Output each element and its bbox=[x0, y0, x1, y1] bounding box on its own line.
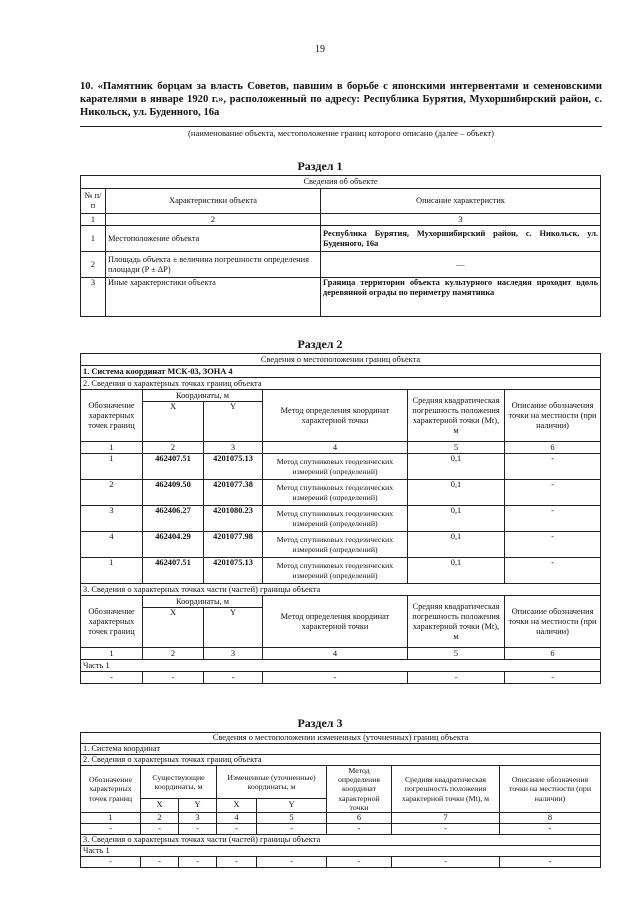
row-number: 1 bbox=[81, 226, 106, 252]
section3-idx: 3 bbox=[179, 813, 217, 824]
empty-cell: - bbox=[500, 824, 601, 835]
point-method: Метод спутниковых геодезических измерений (определений) bbox=[263, 506, 408, 532]
col-point: Обозначение характерных точек границ bbox=[81, 390, 143, 442]
point-mt: 0,1 bbox=[408, 532, 505, 558]
col-method: Метод определения координат характерной точки bbox=[263, 390, 408, 442]
characteristic-cell: Местоположение объекта bbox=[106, 226, 321, 252]
page-number: 19 bbox=[315, 44, 325, 55]
section3-idx: 6 bbox=[327, 813, 392, 824]
point-x: 462406.27 bbox=[143, 506, 204, 532]
section2-idx: 3 bbox=[204, 648, 263, 660]
section2-idx: 4 bbox=[263, 442, 408, 454]
table-row bbox=[81, 454, 601, 480]
col-x: X bbox=[217, 798, 257, 812]
point-method: Метод спутниковых геодезических измерений (определений) bbox=[263, 454, 408, 480]
point-mt: 0,1 bbox=[408, 558, 505, 584]
table-row bbox=[81, 558, 601, 584]
object-title-note: (наименование объекта, местоположение границ которого описано (далее – объект) bbox=[80, 126, 602, 138]
col-error: Средняя квадратическая погрешность положения характерной точки (Mt), м bbox=[408, 596, 505, 648]
empty-cell: - bbox=[141, 857, 179, 868]
section1-idx: 2 bbox=[106, 214, 321, 226]
col-y: Y bbox=[257, 798, 327, 812]
section2-idx: 5 bbox=[408, 648, 505, 660]
col-error: Средняя квадратическая погрешность положения характерной точки (Mt), м bbox=[392, 766, 500, 813]
col-desc: Описание обозначения точки на местности (при наличии) bbox=[505, 390, 601, 442]
section3-idx: 1 bbox=[81, 813, 141, 824]
col-coords: Координаты, м bbox=[143, 390, 263, 402]
table-row bbox=[81, 857, 601, 868]
col-x: X bbox=[143, 402, 204, 442]
table-row bbox=[81, 532, 601, 558]
empty-cell: - bbox=[327, 857, 392, 868]
point-id: 1 bbox=[81, 558, 143, 584]
col-coords: Координаты, м bbox=[143, 596, 263, 608]
point-x: 462407.51 bbox=[143, 558, 204, 584]
section1-caption: Сведения об объекте bbox=[81, 176, 601, 189]
empty-cell: - bbox=[204, 672, 263, 684]
point-x: 462404.29 bbox=[143, 532, 204, 558]
section1-heading: Раздел 1 bbox=[297, 159, 343, 173]
section2-part-label: Часть 1 bbox=[81, 660, 601, 672]
empty-cell: - bbox=[408, 672, 505, 684]
empty-cell: - bbox=[81, 824, 141, 835]
section3-coord-system: 1. Система координат bbox=[81, 744, 601, 755]
col-existing: Существующие координаты, м bbox=[141, 766, 217, 799]
point-mt: 0,1 bbox=[408, 454, 505, 480]
col-y: Y bbox=[179, 798, 217, 812]
section3-caption: Сведения о местоположении измененных (уточненных) границ объекта bbox=[81, 733, 601, 744]
empty-cell: - bbox=[81, 672, 143, 684]
col-y: Y bbox=[204, 402, 263, 442]
col-method: Метод определения координат характерной точки bbox=[327, 766, 392, 813]
section1-idx: 3 bbox=[321, 214, 601, 226]
section3-part-label: Часть 1 bbox=[81, 846, 601, 857]
characteristic-cell: Площадь объекта ± величина погрешности определения площади (P ± ΔP) bbox=[106, 252, 321, 278]
col-y: Y bbox=[204, 608, 263, 648]
point-y: 4201077.98 bbox=[204, 532, 263, 558]
col-error: Средняя квадратическая погрешность положения характерной точки (Mt), м bbox=[408, 390, 505, 442]
point-y: 4201075.13 bbox=[204, 558, 263, 584]
section3-idx: 2 bbox=[141, 813, 179, 824]
section2-idx: 1 bbox=[81, 442, 143, 454]
section3-idx: 5 bbox=[257, 813, 327, 824]
empty-cell: - bbox=[505, 672, 601, 684]
characteristic-cell: Иные характеристики объекта bbox=[106, 278, 321, 317]
point-id: 1 bbox=[81, 454, 143, 480]
point-desc: - bbox=[505, 454, 601, 480]
section2-heading: Раздел 2 bbox=[297, 337, 343, 351]
col-point: Обозначение характерных точек границ bbox=[81, 596, 143, 648]
section3-idx: 8 bbox=[500, 813, 601, 824]
empty-cell: - bbox=[257, 857, 327, 868]
description-cell: Республика Бурятия, Мухоршибирский район, с. Никольск, ул. Буденного, 16а bbox=[321, 226, 601, 252]
section2-points-caption: 2. Сведения о характерных точках границ объекта bbox=[81, 378, 601, 390]
section3-table bbox=[80, 732, 601, 868]
empty-cell: - bbox=[179, 824, 217, 835]
point-mt: 0,1 bbox=[408, 506, 505, 532]
table-row bbox=[81, 480, 601, 506]
point-desc: - bbox=[505, 506, 601, 532]
point-method: Метод спутниковых геодезических измерений (определений) bbox=[263, 558, 408, 584]
point-y: 4201080.23 bbox=[204, 506, 263, 532]
empty-cell: - bbox=[263, 672, 408, 684]
point-id: 2 bbox=[81, 480, 143, 506]
section1-col-no: № п/п bbox=[81, 189, 106, 214]
point-x: 462409.50 bbox=[143, 480, 204, 506]
empty-cell: - bbox=[143, 672, 204, 684]
col-x: X bbox=[141, 798, 179, 812]
table-row bbox=[81, 278, 601, 317]
point-x: 462407.51 bbox=[143, 454, 204, 480]
empty-cell: - bbox=[217, 857, 257, 868]
point-id: 3 bbox=[81, 506, 143, 532]
empty-cell: - bbox=[257, 824, 327, 835]
section2-table bbox=[80, 353, 601, 684]
table-row bbox=[81, 226, 601, 252]
object-title: 10. «Памятник борцам за власть Советов, павшим в борьбе с японскими интервентами и семеновскими карателями в январе 1920 г.», расположенный по адресу: Республика Бурятия, Мухоршибирский район, с. Никольск, ул. Буденного, 16а bbox=[80, 81, 602, 118]
empty-cell: - bbox=[217, 824, 257, 835]
section1-col-char: Характеристики объекта bbox=[106, 189, 321, 214]
table-row bbox=[81, 824, 601, 835]
section2-idx: 6 bbox=[505, 442, 601, 454]
col-point: Обозначение характерных точек границ bbox=[81, 766, 141, 813]
row-number: 2 bbox=[81, 252, 106, 278]
section1-col-desc: Описание характеристик bbox=[321, 189, 601, 214]
empty-cell: - bbox=[179, 857, 217, 868]
section2-idx: 2 bbox=[143, 442, 204, 454]
point-id: 4 bbox=[81, 532, 143, 558]
row-number: 3 bbox=[81, 278, 106, 317]
table-row bbox=[81, 252, 601, 278]
point-method: Метод спутниковых геодезических измерений (определений) bbox=[263, 480, 408, 506]
section3-idx: 7 bbox=[392, 813, 500, 824]
empty-cell: - bbox=[327, 824, 392, 835]
empty-cell: - bbox=[392, 857, 500, 868]
empty-cell: - bbox=[141, 824, 179, 835]
point-y: 4201077.38 bbox=[204, 480, 263, 506]
section2-idx: 5 bbox=[408, 442, 505, 454]
point-mt: 0,1 bbox=[408, 480, 505, 506]
section2-caption: Сведения о местоположении границ объекта bbox=[81, 354, 601, 366]
empty-cell: - bbox=[81, 857, 141, 868]
col-desc: Описание обозначения точки на местности (при наличии) bbox=[500, 766, 601, 813]
section1-idx: 1 bbox=[81, 214, 106, 226]
empty-cell: - bbox=[392, 824, 500, 835]
empty-cell: - bbox=[500, 857, 601, 868]
section2-coord-system: 1. Система координат МСК-03, ЗОНА 4 bbox=[81, 366, 601, 378]
section3-points-caption: 2. Сведения о характерных точках границ объекта bbox=[81, 755, 601, 766]
section2-idx: 6 bbox=[505, 648, 601, 660]
section2-idx: 4 bbox=[263, 648, 408, 660]
description-cell: — bbox=[321, 252, 601, 278]
section2-idx: 1 bbox=[81, 648, 143, 660]
point-method: Метод спутниковых геодезических измерений (определений) bbox=[263, 532, 408, 558]
section2-idx: 2 bbox=[143, 648, 204, 660]
section2-idx: 3 bbox=[204, 442, 263, 454]
section3-heading: Раздел 3 bbox=[297, 716, 343, 730]
section1-table bbox=[80, 175, 601, 317]
point-y: 4201075.13 bbox=[204, 454, 263, 480]
section3-idx: 4 bbox=[217, 813, 257, 824]
section3-parts-caption: 3. Сведения о характерных точках части (частей) границы объекта bbox=[81, 835, 601, 846]
point-desc: - bbox=[505, 532, 601, 558]
table-row bbox=[81, 672, 601, 684]
description-cell: Граница территории объекта культурного наследия проходит вдоль деревянной ограды по периметру памятника bbox=[321, 278, 601, 317]
col-x: X bbox=[143, 608, 204, 648]
col-desc: Описание обозначения точки на местности (при наличии) bbox=[505, 596, 601, 648]
point-desc: - bbox=[505, 558, 601, 584]
table-row bbox=[81, 506, 601, 532]
section2-parts-caption: 3. Сведения о характерных точках части (частей) границы объекта bbox=[81, 584, 601, 596]
col-method: Метод определения координат характерной точки bbox=[263, 596, 408, 648]
col-changed: Измененные (уточненные) координаты, м bbox=[217, 766, 327, 799]
point-desc: - bbox=[505, 480, 601, 506]
